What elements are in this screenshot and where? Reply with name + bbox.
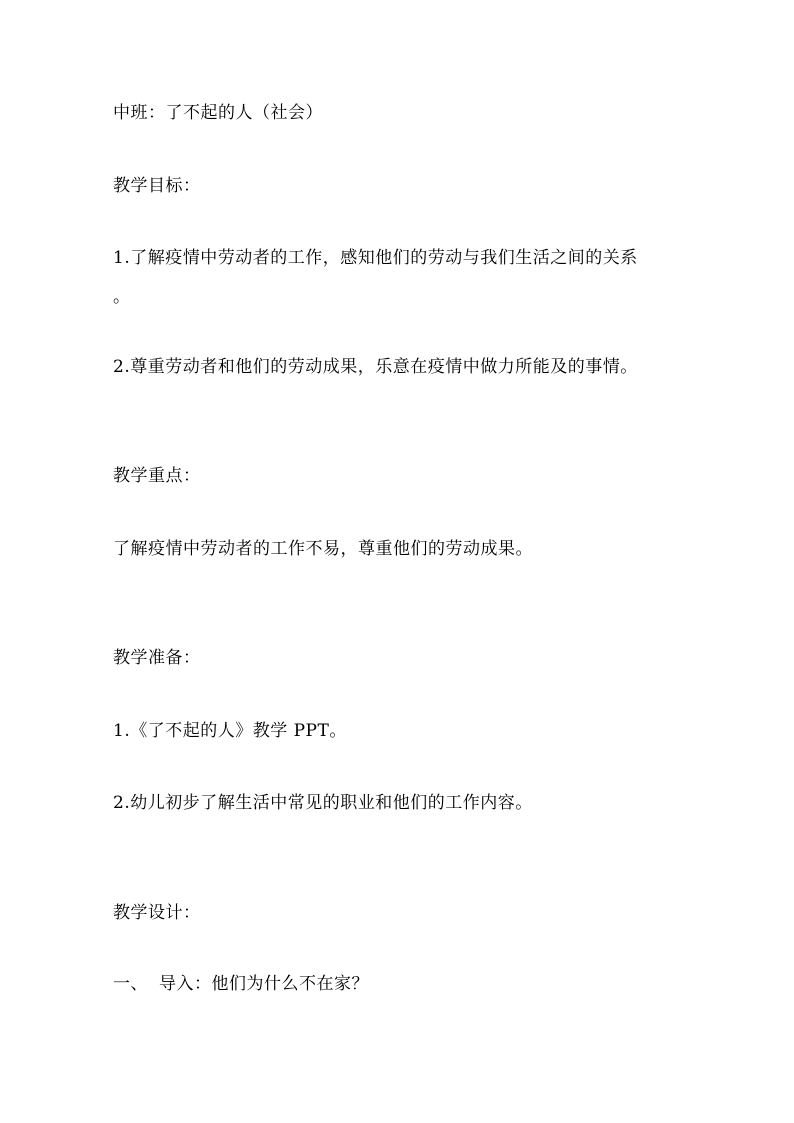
key-heading: 教学重点： (113, 466, 201, 486)
goals-heading: 教学目标： (113, 176, 201, 196)
prep-heading: 教学准备： (113, 648, 201, 668)
key-text: 了解疫情中劳动者的工作不易，尊重他们的劳动成果。 (113, 539, 533, 559)
document-title: 中班：了不起的人（社会） (113, 103, 323, 123)
goal-1-line-1: 1.了解疫情中劳动者的工作，感知他们的劳动与我们生活之间的关系 (113, 248, 638, 268)
section-1-number: 一、 (113, 974, 148, 994)
section-1 (113, 974, 369, 994)
goal-1-line-2: 。 (113, 287, 131, 307)
section-1-text: 导入：他们为什么不在家？ (159, 974, 369, 994)
prep-item-1: 1.《了不起的人》教学 PPT。 (113, 721, 347, 741)
prep-item-2: 2.幼儿初步了解生活中常见的职业和他们的工作内容。 (113, 793, 533, 813)
design-heading: 教学设计： (113, 903, 201, 923)
goal-2: 2.尊重劳动者和他们的劳动成果，乐意在疫情中做力所能及的事情。 (113, 357, 638, 377)
